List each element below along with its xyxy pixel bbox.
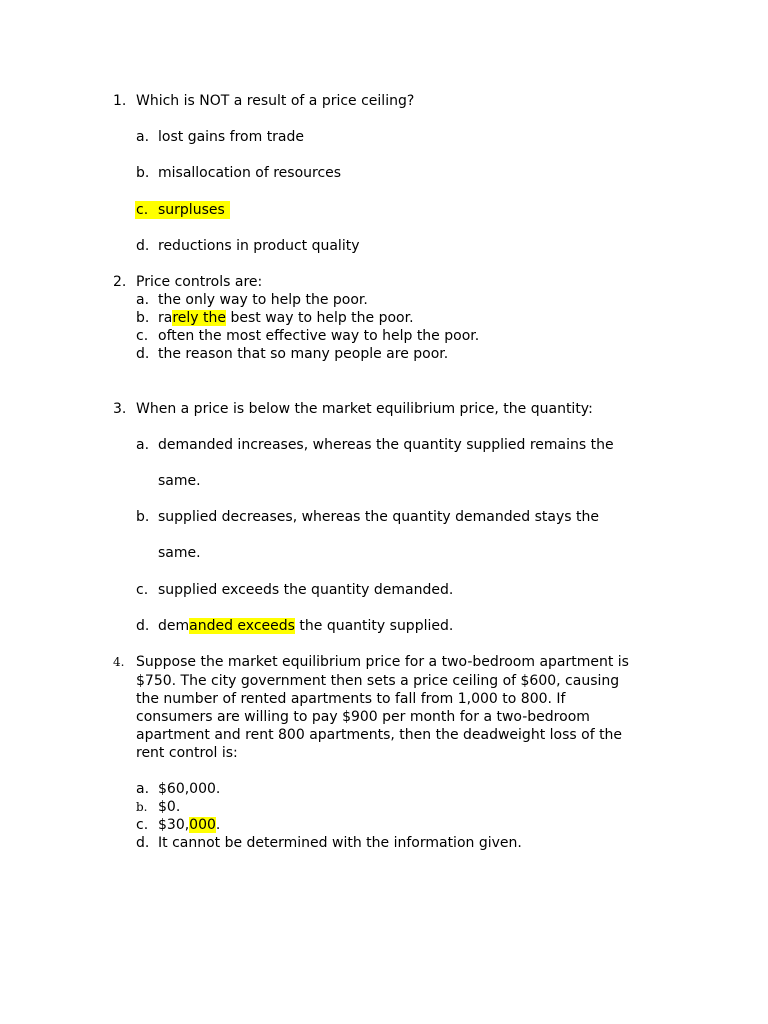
question-3-number: 3. <box>113 401 127 417</box>
q4-option-c-letter: c. <box>136 817 149 833</box>
q1-option-b-text: misallocation of resources <box>158 165 342 181</box>
q2-option-a-letter: a. <box>136 292 150 308</box>
q1-option-a-letter: a. <box>136 129 150 145</box>
q3-option-a-letter: a. <box>136 437 150 453</box>
q3-option-d-text <box>158 617 453 635</box>
q2-option-c-text: often the most effective way to help the poor. <box>158 328 480 344</box>
q3-option-d-highlighted-text: anded exceeds <box>189 618 295 634</box>
question-4-text-line2: $750. The city government then sets a price ceiling of $600, causing <box>136 673 620 689</box>
q3-option-d-letter: d. <box>136 618 150 634</box>
q4-option-b-text: $0. <box>158 799 181 815</box>
q1-option-b-letter: b. <box>136 165 150 181</box>
q4-option-c-text <box>158 816 220 834</box>
q2-option-b-text <box>158 309 414 327</box>
question-2-text: Price controls are: <box>136 274 263 290</box>
q3-option-b-text-line2: same. <box>158 545 201 561</box>
q1-option-d-letter: d. <box>136 238 150 254</box>
q4-option-b-letter: b. <box>136 800 148 814</box>
question-1-text: Which is NOT a result of a price ceiling? <box>136 93 415 109</box>
question-4-text-line5: apartment and rent 800 apartments, then the deadweight loss of the <box>136 727 623 743</box>
q1-option-c-letter: c. <box>136 202 149 218</box>
q3-option-a-text-line1: demanded increases, whereas the quantity supplied remains the <box>158 437 614 453</box>
q4-option-c-text-before: $30, <box>158 817 190 833</box>
q4-option-d-letter: d. <box>136 835 150 851</box>
q2-option-b-text-after: best way to help the poor. <box>226 310 414 326</box>
q1-option-d-text: reductions in product quality <box>158 238 360 254</box>
q3-option-d-text-before: dem <box>158 618 190 634</box>
q2-option-a-text: the only way to help the poor. <box>158 292 368 308</box>
q2-option-d-letter: d. <box>136 346 150 362</box>
q2-option-b-letter: b. <box>136 310 150 326</box>
question-2-number: 2. <box>113 274 127 290</box>
question-4-text-line1: Suppose the market equilibrium price for a two-bedroom apartment is <box>136 654 629 670</box>
q2-option-c-letter: c. <box>136 328 149 344</box>
q3-option-a-text-line2: same. <box>158 473 201 489</box>
q1-option-a-text: lost gains from trade <box>158 129 305 145</box>
q4-option-a-letter: a. <box>136 781 150 797</box>
q2-option-b-highlighted-text: rely the <box>172 310 227 326</box>
q3-option-b-text-line1: supplied decreases, whereas the quantity demanded stays the <box>158 509 599 525</box>
q2-option-b-text-before: ra <box>158 310 173 326</box>
q1-option-c-text: surpluses <box>158 202 225 218</box>
q4-option-d-text: It cannot be determined with the information given. <box>158 835 522 851</box>
q4-option-a-text: $60,000. <box>158 781 221 797</box>
question-4-text-line6: rent control is: <box>136 745 238 761</box>
q3-option-b-letter: b. <box>136 509 150 525</box>
question-1-number: 1. <box>113 93 127 109</box>
q3-option-c-text: supplied exceeds the quantity demanded. <box>158 582 454 598</box>
q2-option-d-text: the reason that so many people are poor. <box>158 346 449 362</box>
q3-option-d-text-after: the quantity supplied. <box>294 618 454 634</box>
q4-option-c-highlighted-text: 000 <box>189 817 216 833</box>
question-3-text: When a price is below the market equilibrium price, the quantity: <box>136 401 593 417</box>
q4-option-c-text-after: . <box>215 817 221 833</box>
question-4-text-line3: the number of rented apartments to fall from 1,000 to 800. If <box>136 691 566 707</box>
q3-option-c-letter: c. <box>136 582 149 598</box>
question-4-number: 4. <box>113 655 125 669</box>
question-4-text-line4: consumers are willing to pay $900 per month for a two-bedroom <box>136 709 590 725</box>
